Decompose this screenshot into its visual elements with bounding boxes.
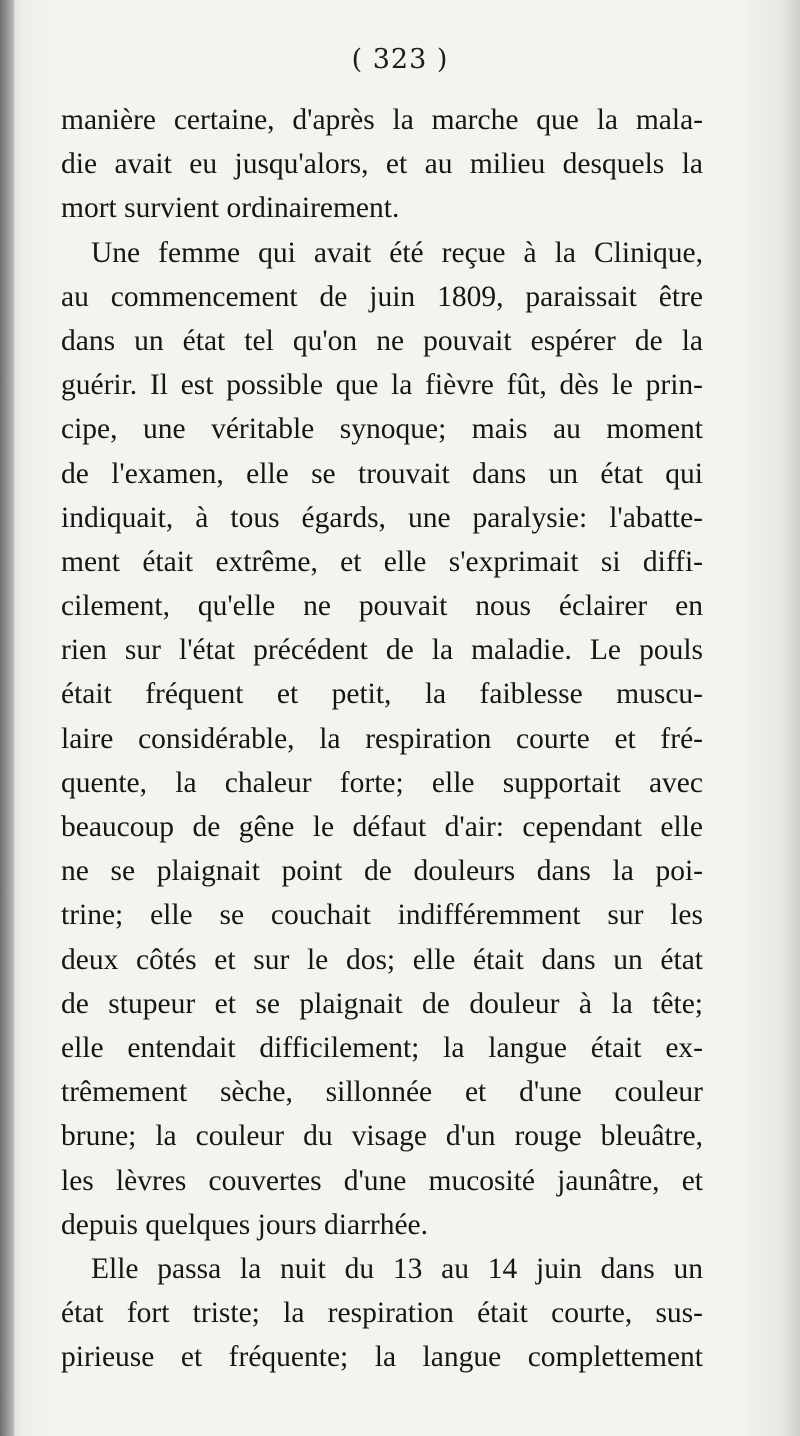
text-line: état fort triste; la respiration était courte, sus- (61, 1297, 703, 1330)
text-line: de stupeur et se plaignait de douleur à la tête; (61, 987, 703, 1020)
paragraph (61, 98, 703, 231)
text-line: elle entendait difficilement; la langue était ex- (61, 1031, 703, 1064)
paragraph (61, 1247, 703, 1380)
text-line: die avait eu jusqu'alors, et au milieu desquels la (61, 148, 703, 181)
text-line: était fréquent et petit, la faiblesse muscu- (61, 678, 703, 711)
text-line: les lèvres couvertes d'une mucosité jaunâtre, et (61, 1164, 703, 1197)
text-line: cipe, une véritable synoque; mais au moment (61, 413, 703, 446)
text-line: manière certaine, d'après la marche que la mala- (61, 104, 703, 136)
text-line: quente, la chaleur forte; elle supportait avec (61, 766, 703, 799)
body-text (61, 98, 703, 1379)
text-line: beaucoup de gêne le défaut d'air: cependant elle (61, 811, 703, 843)
text-line: guérir. Il est possible que la fièvre fût, dès le prin- (61, 369, 703, 402)
text-line: deux côtés et sur le dos; elle était dans un état (61, 943, 703, 976)
text-line: dans un état tel qu'on ne pouvait espérer de la (61, 324, 703, 357)
text-line: rien sur l'état précédent de la maladie. Le pouls (61, 634, 703, 667)
page-gutter-shadow (0, 0, 14, 1436)
text-line: cilement, qu'elle ne pouvait nous éclairer en (61, 590, 703, 623)
text-line: de l'examen, elle se trouvait dans un état qui (61, 457, 703, 490)
text-line: trêmement sèche, sillonnée et d'une couleur (61, 1076, 703, 1109)
text-line: ne se plaignait point de douleurs dans la poi- (61, 855, 703, 888)
text-line: pirieuse et fréquente; la langue complettement (61, 1341, 703, 1374)
text-line: Elle passa la nuit du 13 au 14 juin dans un (91, 1252, 703, 1285)
paragraph (61, 231, 703, 1247)
text-line: indiquait, à tous égards, une paralysie: l'abatte- (61, 501, 703, 534)
text-line: Une femme qui avait été reçue à la Clinique, (91, 236, 703, 269)
text-line: ment était extrême, et elle s'exprimait si diffi- (61, 545, 703, 578)
page-number: ( 323 ) (351, 44, 449, 75)
text-line: trine; elle se couchait indifféremment sur les (61, 899, 703, 932)
text-line: mort survient ordinairement. (61, 192, 400, 225)
text-line: au commencement de juin 1809, paraissait être (61, 280, 703, 313)
text-line: depuis quelques jours diarrhée. (61, 1208, 429, 1241)
text-line: laire considérable, la respiration courte et fré- (61, 722, 703, 755)
text-line: brune; la couleur du visage d'un rouge bleuâtre, (61, 1120, 703, 1153)
